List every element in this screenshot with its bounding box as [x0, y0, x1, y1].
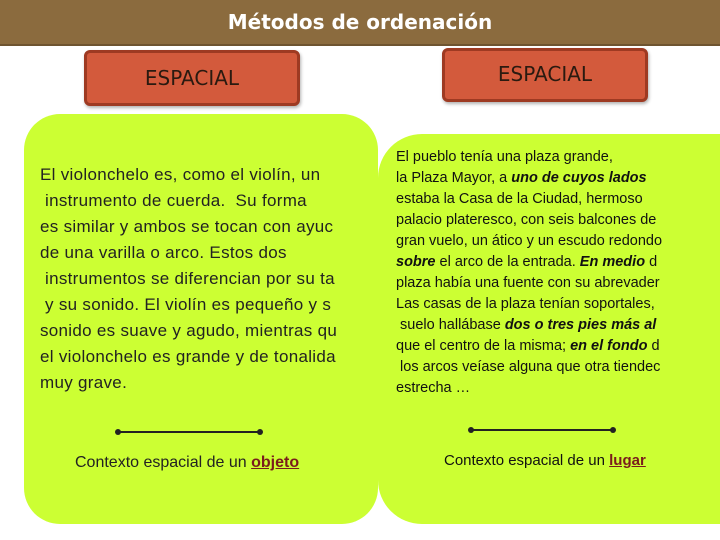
- text-line: Las casas de la plaza tenían soportales,: [396, 296, 655, 312]
- text-line: que el centro de la misma;: [396, 338, 571, 354]
- text-line: El pueblo tenía una plaza grande,: [396, 149, 613, 165]
- text-line: es similar y ambos se tocan con ayuc: [40, 217, 334, 236]
- text-line: suelo hallábase: [396, 317, 505, 333]
- emphasis: uno de cuyos lados: [511, 170, 647, 186]
- connector-line-left: [118, 431, 260, 433]
- text-line: estaba la Casa de la Ciudad, hermoso: [396, 191, 643, 207]
- text-line: El violonchelo es, como el violín, un: [40, 165, 321, 184]
- caption-prefix: Contexto espacial de un: [75, 454, 252, 471]
- badge-espacial-right: ESPACIAL: [442, 48, 648, 102]
- caption-keyword-lugar: lugar: [609, 452, 646, 469]
- text-line: d: [647, 338, 660, 354]
- text-line: de una varilla o arco. Estos dos: [40, 243, 287, 262]
- caption-keyword-objeto: objeto: [251, 454, 300, 471]
- caption-object: [75, 454, 299, 472]
- text-line: instrumento de cuerda. Su forma: [40, 191, 307, 210]
- emphasis: En medio: [579, 254, 646, 270]
- emphasis: dos o tres pies más al: [504, 317, 657, 333]
- text-line: estrecha …: [396, 380, 471, 396]
- text-line: gran vuelo, un ático y un escudo redondo: [396, 233, 663, 249]
- text-line: d: [645, 254, 658, 270]
- text-line: palacio plateresco, con seis balcones de: [396, 212, 657, 228]
- text-line: y su sonido. El violín es pequeño y s: [40, 295, 332, 314]
- caption-place: [444, 452, 646, 469]
- connector-line-right: [471, 429, 613, 431]
- page-title: Métodos de ordenación: [227, 10, 493, 34]
- badge-espacial-left: ESPACIAL: [84, 50, 300, 106]
- text-line: el arco de la entrada.: [435, 254, 580, 270]
- place-description: [396, 147, 720, 399]
- object-description: [40, 162, 378, 396]
- emphasis: sobre: [396, 254, 436, 270]
- text-line: el violonchelo es grande y de tonalida: [40, 347, 336, 366]
- emphasis: en el fondo: [570, 338, 648, 354]
- text-line: la Plaza Mayor, a: [396, 170, 512, 186]
- text-line: los arcos veíase alguna que otra tiendec: [396, 359, 661, 375]
- text-line: instrumentos se diferencian por su ta: [40, 269, 335, 288]
- caption-prefix: Contexto espacial de un: [444, 452, 610, 469]
- text-line: muy grave.: [40, 373, 128, 392]
- text-line: plaza había una fuente con su abrevader: [396, 275, 660, 291]
- text-line: sonido es suave y agudo, mientras qu: [40, 321, 338, 340]
